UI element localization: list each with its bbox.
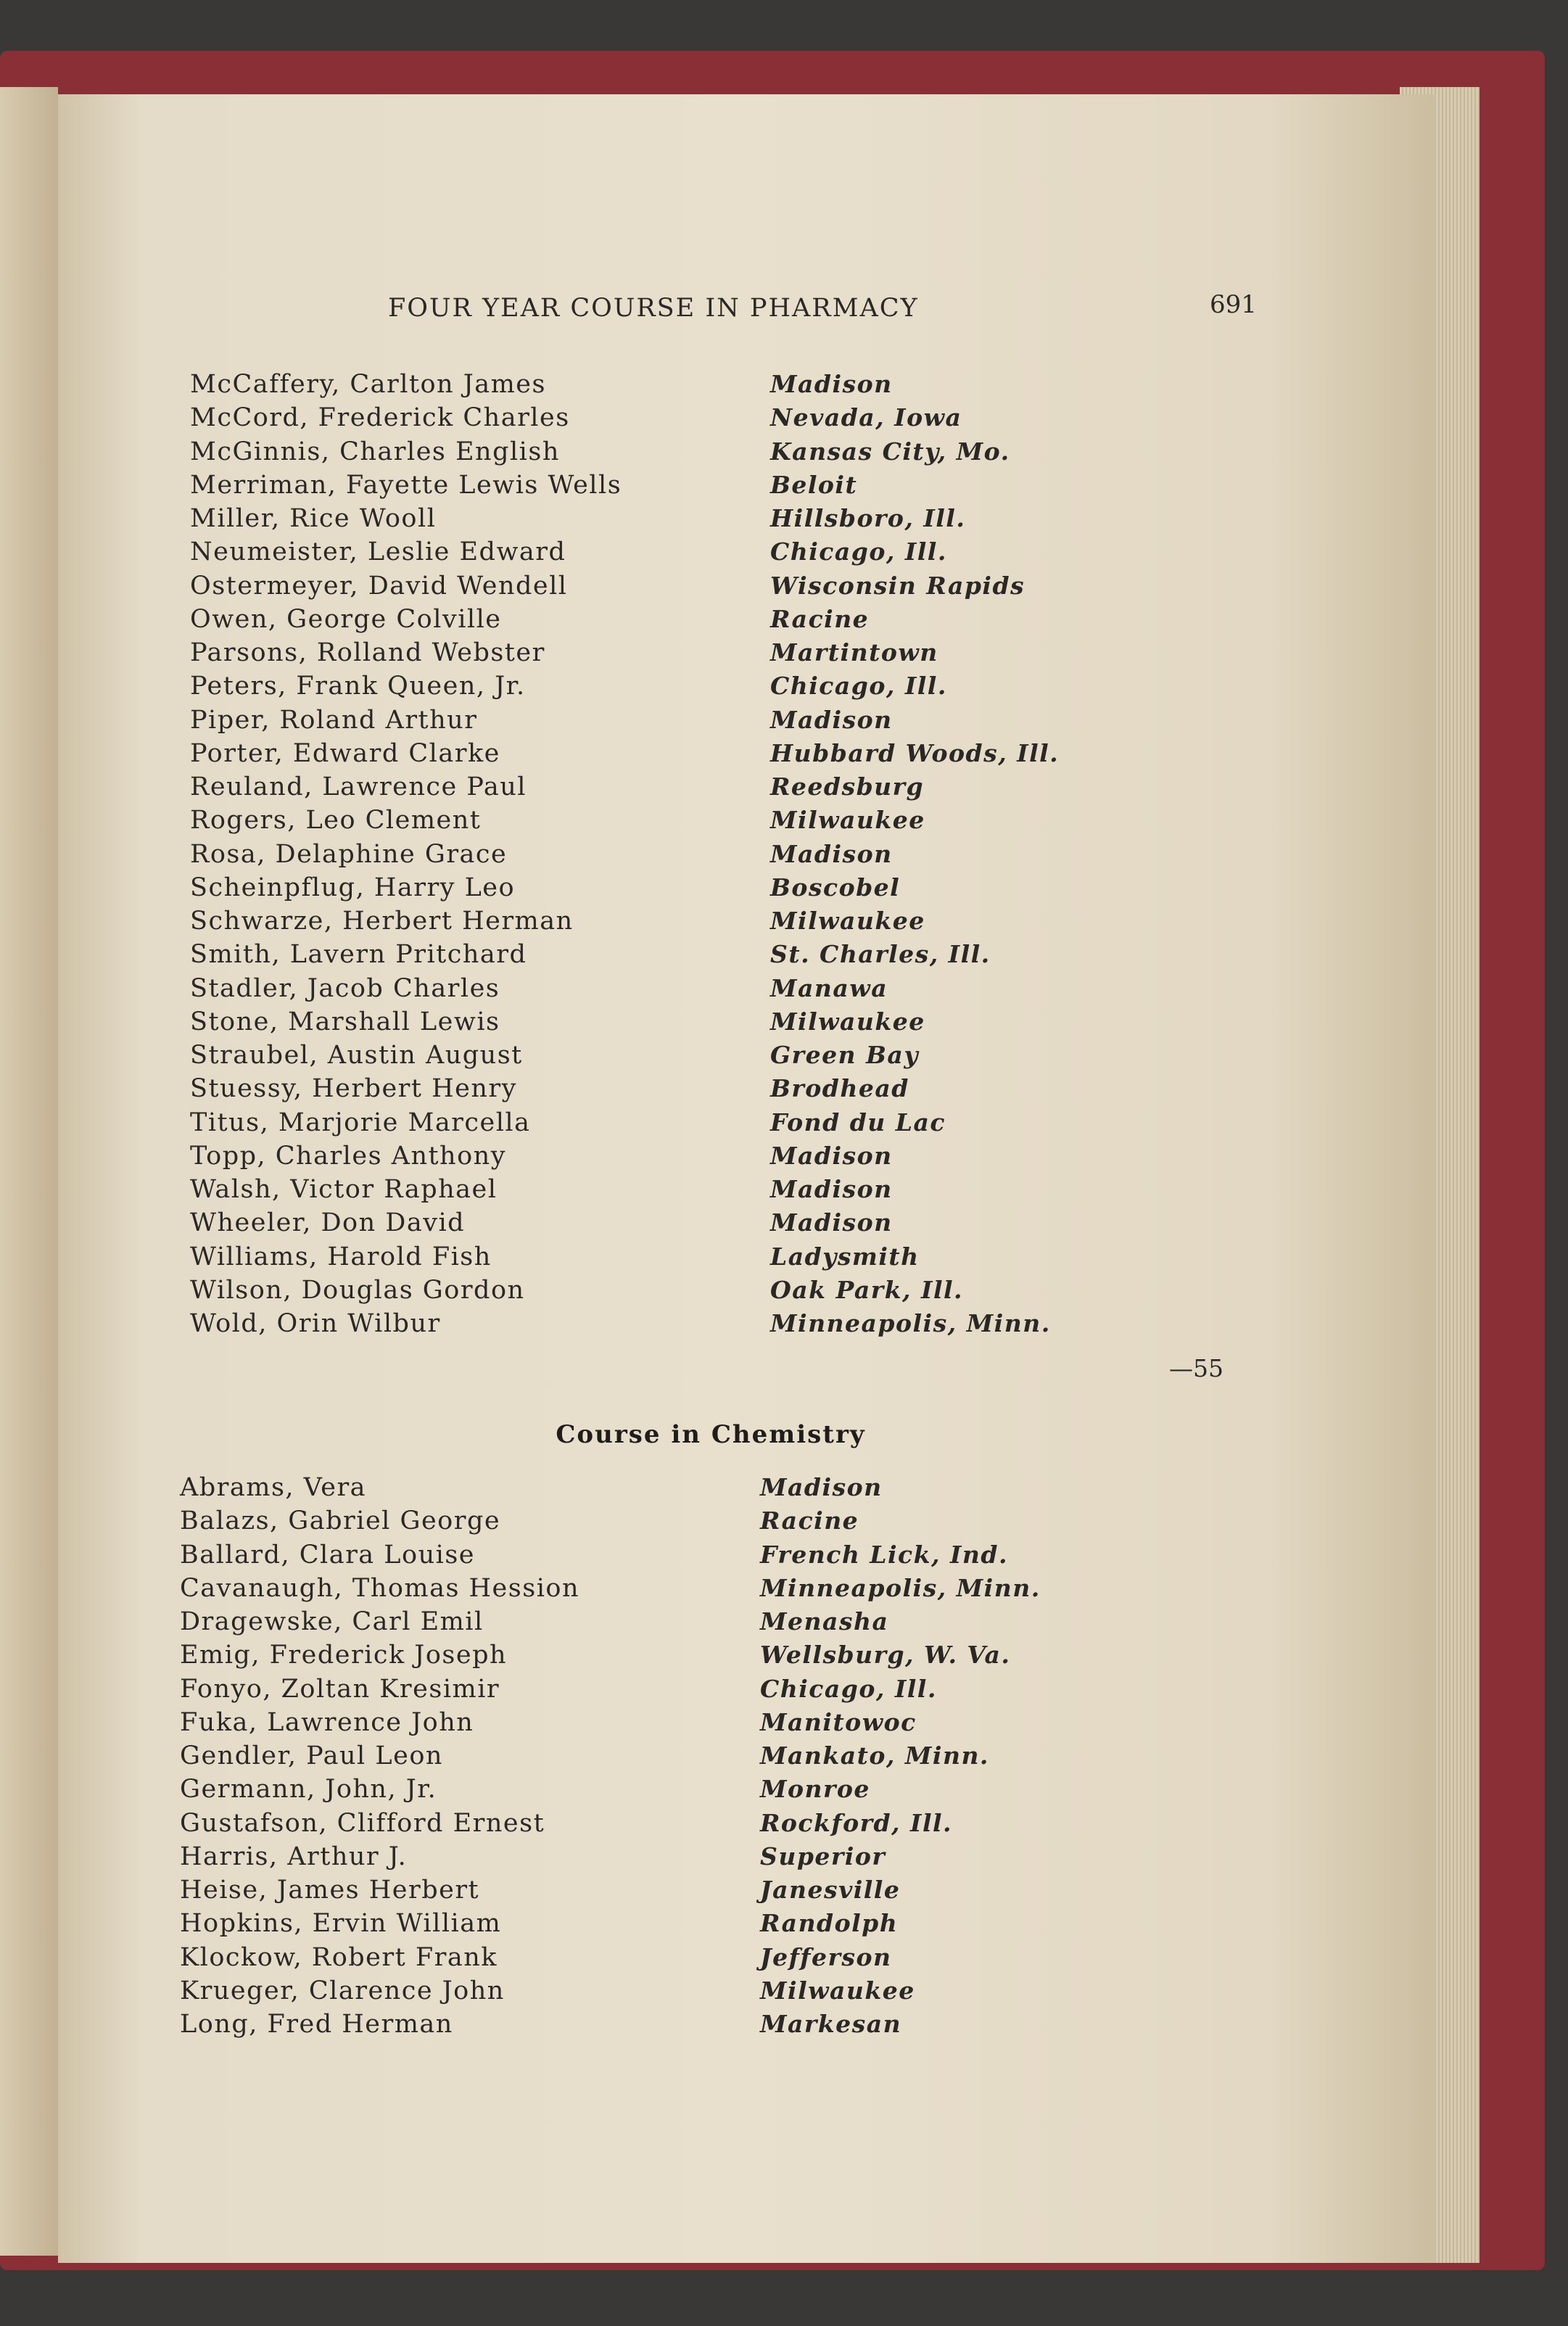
student-hometown: Martintown [770,638,938,667]
student-hometown: Janesville [760,1876,901,1904]
student-name: Germann, John, Jr. [180,1775,437,1805]
student-hometown: Brodhead [770,1074,909,1103]
student-entry [180,1976,1123,2010]
student-entry [180,1506,1123,1540]
student-entry [180,1876,1123,1909]
student-hometown: Madison [770,1208,893,1237]
student-name: Long, Fred Herman [180,2010,453,2039]
student-hometown: Wisconsin Rapids [770,571,1026,600]
student-entry [180,1607,1123,1641]
student-name: Emig, Frederick Joseph [180,1641,508,1670]
student-name: Krueger, Clarence John [180,1976,505,2005]
student-name: Peters, Frank Queen, Jr. [190,672,526,701]
student-name: Stuessy, Herbert Henry [190,1074,517,1104]
student-entry [180,1574,1123,1607]
student-hometown: Chicago, Ill. [760,1674,937,1703]
student-hometown: Madison [770,370,893,398]
student-hometown: Kansas City, Mo. [770,437,1010,466]
student-hometown: Minneapolis, Minn. [760,1573,1041,1602]
student-name: Williams, Harold Fish [190,1242,492,1271]
student-entry [190,706,1133,739]
student-entry [190,1108,1133,1142]
student-name: McCord, Frederick Charles [190,403,570,433]
student-hometown: St. Charles, Ill. [770,940,991,969]
student-hometown: Green Bay [770,1041,919,1069]
student-entry [190,437,1133,471]
student-name: Wheeler, Don David [190,1208,466,1238]
student-name: Schwarze, Herbert Herman [190,907,574,936]
student-name: Piper, Roland Arthur [190,705,478,735]
student-entry [190,605,1133,638]
student-hometown: Randolph [760,1909,899,1938]
student-name: Fuka, Lawrence John [180,1707,474,1737]
student-entry [190,1007,1133,1041]
student-name: Hopkins, Ervin William [180,1909,502,1939]
student-entry [180,1473,1123,1506]
student-entry [190,840,1133,873]
student-name: Stone, Marshall Lewis [190,1007,500,1036]
student-name: Dragewske, Carl Emil [180,1607,484,1636]
student-entry [180,1741,1123,1775]
student-entry [180,1943,1123,1976]
student-name: Stadler, Jacob Charles [190,973,500,1003]
student-hometown: Milwaukee [770,907,925,935]
student-name: Harris, Arthur J. [180,1842,408,1871]
student-hometown: Madison [770,1175,893,1203]
student-hometown: Menasha [760,1607,889,1636]
student-hometown: Madison [770,839,893,868]
student-entry [180,1675,1123,1708]
student-entry [190,1309,1133,1343]
student-hometown: Jefferson [760,1942,892,1971]
student-name: Gustafson, Clifford Ernest [180,1808,545,1838]
student-entry [190,638,1133,672]
student-hometown: Nevada, Iowa [770,403,962,432]
student-entry [190,1242,1133,1276]
student-name: Rogers, Leo Clement [190,806,482,836]
student-entry [180,1708,1123,1741]
student-name: McGinnis, Charles English [190,437,560,466]
student-hometown: Madison [760,1473,883,1501]
student-entry [190,739,1133,772]
student-entry [190,537,1133,571]
section-tally: —55 [1169,1354,1224,1382]
student-name: Walsh, Victor Raphael [190,1175,498,1204]
student-entry [180,2010,1123,2043]
student-name: Cavanaugh, Thomas Hession [180,1573,579,1603]
student-name: Miller, Rice Wooll [190,504,437,533]
student-hometown: Racine [770,604,870,633]
student-entry [180,1809,1123,1842]
student-entry [190,806,1133,839]
student-hometown: Chicago, Ill. [770,537,947,566]
student-hometown: Beloit [770,470,858,499]
student-name: Ostermeyer, David Wendell [190,571,568,601]
student-hometown: Markesan [760,2010,902,2038]
student-hometown: Oak Park, Ill. [770,1275,964,1304]
student-hometown: Hubbard Woods, Ill. [770,738,1060,767]
student-hometown: Reedsburg [770,772,925,801]
student-entry [190,471,1133,504]
student-name: Balazs, Gabriel George [180,1506,501,1536]
student-entry [190,572,1133,605]
student-hometown: Manawa [770,973,888,1002]
student-name: Neumeister, Leslie Edward [190,537,566,567]
student-name: Merriman, Fayette Lewis Wells [190,470,622,500]
student-entry [190,1142,1133,1175]
pharmacy-student-list [190,370,1133,1343]
student-name: Gendler, Paul Leon [180,1741,443,1770]
student-hometown: Mankato, Minn. [760,1741,989,1770]
student-hometown: Monroe [760,1775,870,1804]
student-entry [190,672,1133,705]
student-name: Titus, Marjorie Marcella [190,1108,531,1137]
student-entry [190,504,1133,537]
student-hometown: Milwaukee [770,806,925,835]
student-name: Wold, Orin Wilbur [190,1309,441,1338]
student-hometown: Chicago, Ill. [770,672,947,701]
student-name: Reuland, Lawrence Paul [190,772,527,801]
student-entry [180,1909,1123,1942]
student-entry [180,1541,1123,1574]
student-entry [190,1175,1133,1208]
student-entry [190,772,1133,806]
student-hometown: Ladysmith [770,1242,920,1271]
student-hometown: Madison [770,705,893,734]
student-entry [190,1041,1133,1074]
student-hometown: Madison [770,1141,893,1170]
student-hometown: Superior [760,1842,886,1871]
student-entry [190,1074,1133,1108]
chemistry-student-list [180,1473,1123,2043]
student-hometown: Milwaukee [760,1976,915,2005]
student-name: Klockow, Robert Frank [180,1942,498,1972]
section-heading-chemistry: Course in Chemistry [556,1420,866,1449]
student-name: Ballard, Clara Louise [180,1540,476,1570]
student-name: Rosa, Delaphine Grace [190,839,508,869]
student-name: Fonyo, Zoltan Kresimir [180,1674,500,1704]
running-head: FOUR YEAR COURSE IN PHARMACY [388,294,919,323]
student-hometown: Minneapolis, Minn. [770,1309,1051,1337]
student-entry [190,1276,1133,1309]
student-hometown: Boscobel [770,873,901,902]
student-hometown: Racine [760,1506,859,1535]
student-entry [190,403,1133,437]
student-name: Scheinpflug, Harry Leo [190,873,516,902]
student-entry [190,907,1133,940]
student-entry [190,1208,1133,1242]
student-name: McCaffery, Carlton James [190,370,546,399]
student-entry [190,873,1133,907]
student-name: Parsons, Rolland Webster [190,638,545,667]
student-hometown: Milwaukee [770,1007,925,1036]
student-entry [180,1775,1123,1808]
student-name: Owen, George Colville [190,604,502,634]
student-hometown: French Lick, Ind. [760,1540,1008,1569]
student-name: Smith, Lavern Pritchard [190,940,527,970]
student-entry [190,940,1133,973]
student-entry [180,1641,1123,1674]
student-hometown: Fond du Lac [770,1108,946,1137]
student-name: Wilson, Douglas Gordon [190,1275,525,1305]
student-name: Straubel, Austin August [190,1041,523,1070]
student-name: Topp, Charles Anthony [190,1141,506,1171]
student-entry [180,1842,1123,1876]
student-entry [190,370,1133,403]
page-number: 691 [1210,290,1257,319]
student-hometown: Manitowoc [760,1707,917,1736]
student-name: Porter, Edward Clarke [190,738,500,768]
student-entry [190,974,1133,1007]
student-name: Heise, James Herbert [180,1876,480,1905]
student-hometown: Wellsburg, W. Va. [760,1641,1011,1670]
student-hometown: Rockford, Ill. [760,1808,953,1837]
student-name: Abrams, Vera [180,1473,367,1502]
student-hometown: Hillsboro, Ill. [770,504,966,532]
facing-page-edge [0,87,58,2256]
